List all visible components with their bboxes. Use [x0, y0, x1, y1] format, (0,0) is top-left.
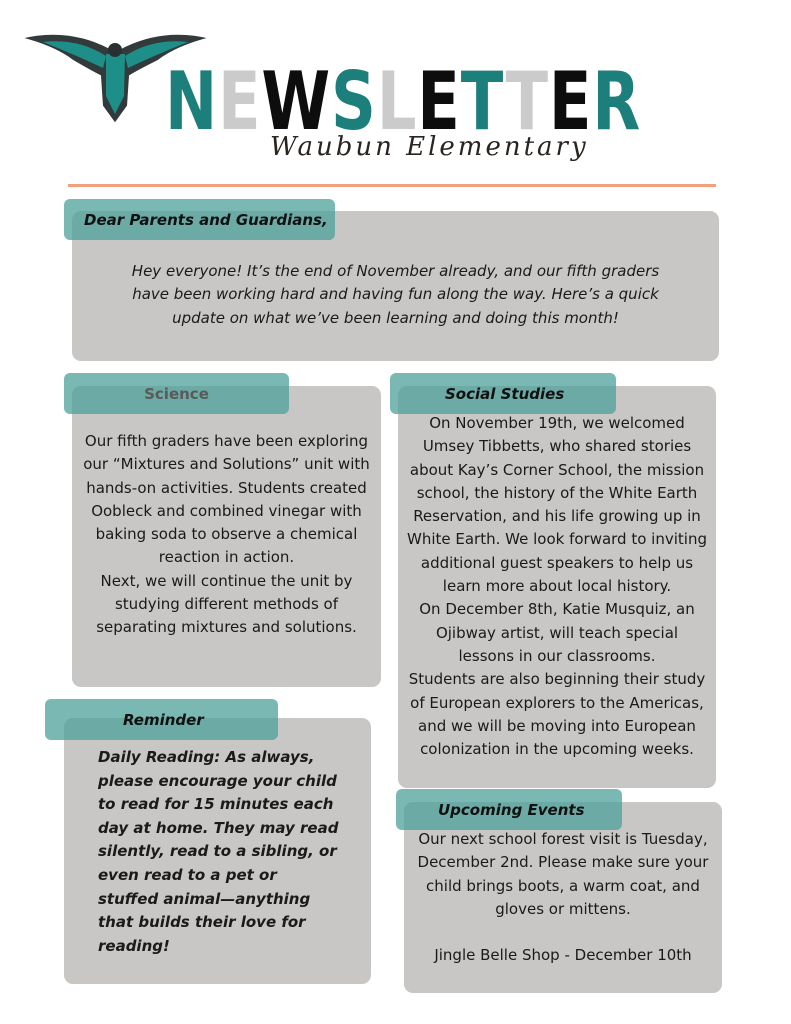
text-line: to read for 15 minutes each: [98, 795, 334, 814]
social-studies-heading: Social Studies: [390, 373, 616, 414]
text-line: hands-on activities. Students created: [86, 478, 367, 497]
title-letter: E: [548, 55, 593, 148]
text-line: Ojibway artist, will teach special: [435, 623, 679, 642]
science-text: [72, 430, 381, 640]
title-letter: N: [165, 55, 219, 148]
text-line: studying different methods of: [114, 595, 338, 614]
text-line: Our fifth graders have been exploring: [84, 432, 369, 450]
title-letter: E: [218, 55, 262, 148]
text-line: colonization in the upcoming weeks.: [420, 740, 694, 759]
social-studies-text: [398, 412, 716, 761]
text-line: separating mixtures and solutions.: [96, 618, 357, 637]
text-line: Daily Reading: As always,: [98, 748, 315, 766]
text-line: please encourage your child: [98, 771, 337, 790]
text-line: about Kay’s Corner School, the mission: [409, 460, 705, 479]
divider: [68, 184, 716, 187]
title-letter: R: [592, 55, 642, 148]
text-line: and we will be moving into European: [418, 716, 696, 735]
text-line: Oobleck and combined vinegar with: [91, 501, 362, 520]
title-letter: L: [376, 55, 418, 148]
title-letter: E: [417, 55, 461, 148]
title-letter: S: [331, 55, 377, 148]
text-line: school, the history of the White Earth: [416, 483, 698, 502]
text-line: reaction in action.: [158, 548, 295, 567]
text-line: silently, read to a sibling, or: [98, 842, 337, 861]
text-line: baking soda to observe a chemical: [95, 525, 358, 544]
text-line: Students are also beginning their study: [408, 670, 706, 689]
text-line: that builds their love for: [98, 913, 306, 932]
science-heading: Science: [64, 373, 289, 414]
text-line: White Earth. We look forward to inviting: [407, 530, 707, 549]
text-line: update on what we’ve been learning and doing this month!: [172, 308, 619, 327]
text-line: even read to a pet or: [98, 865, 277, 884]
intro-text: [72, 260, 719, 330]
text-line: [404, 921, 722, 944]
text-line: Our next school forest visit is Tuesday,: [418, 830, 708, 848]
text-line: child brings boots, a warm coat, and: [426, 876, 700, 895]
text-line: Next, we will continue the unit by: [100, 571, 353, 590]
text-line: day at home. They may read: [98, 818, 339, 837]
school-name: Waubun Elementary: [270, 132, 589, 162]
reminder-text: [98, 746, 338, 958]
events-heading: Upcoming Events: [396, 789, 622, 830]
text-line: December 2nd. Please make sure your: [417, 853, 709, 872]
title-letter: T: [460, 55, 506, 148]
text-line: Jingle Belle Shop - December 10th: [434, 946, 692, 965]
text-line: On November 19th, we welcomed: [429, 414, 685, 432]
text-line: gloves or mittens.: [495, 899, 631, 918]
text-line: Umsey Tibbetts, who shared stories: [422, 437, 692, 456]
text-line: of European explorers to the Americas,: [410, 693, 704, 712]
text-line: Hey everyone! It’s the end of November already, and our fifth graders: [131, 262, 660, 280]
text-line: have been working hard and having fun along the way. Here’s a quick: [132, 285, 659, 304]
text-line: On December 8th, Katie Musquiz, an: [419, 600, 695, 619]
text-line: stuffed animal—anything: [98, 889, 311, 908]
intro-heading: Dear Parents and Guardians,: [64, 199, 335, 240]
title-letter: T: [505, 55, 549, 148]
text-line: Reservation, and his life growing up in: [413, 507, 701, 526]
title-letter: W: [261, 55, 332, 148]
text-line: additional guest speakers to help us: [420, 553, 694, 572]
events-text: [404, 828, 722, 968]
reminder-heading: Reminder: [45, 699, 278, 740]
text-line: lessons in our classrooms.: [458, 646, 656, 665]
text-line: reading!: [98, 936, 170, 955]
text-line: learn more about local history.: [442, 577, 672, 596]
text-line: our “Mixtures and Solutions” unit with: [83, 455, 370, 474]
